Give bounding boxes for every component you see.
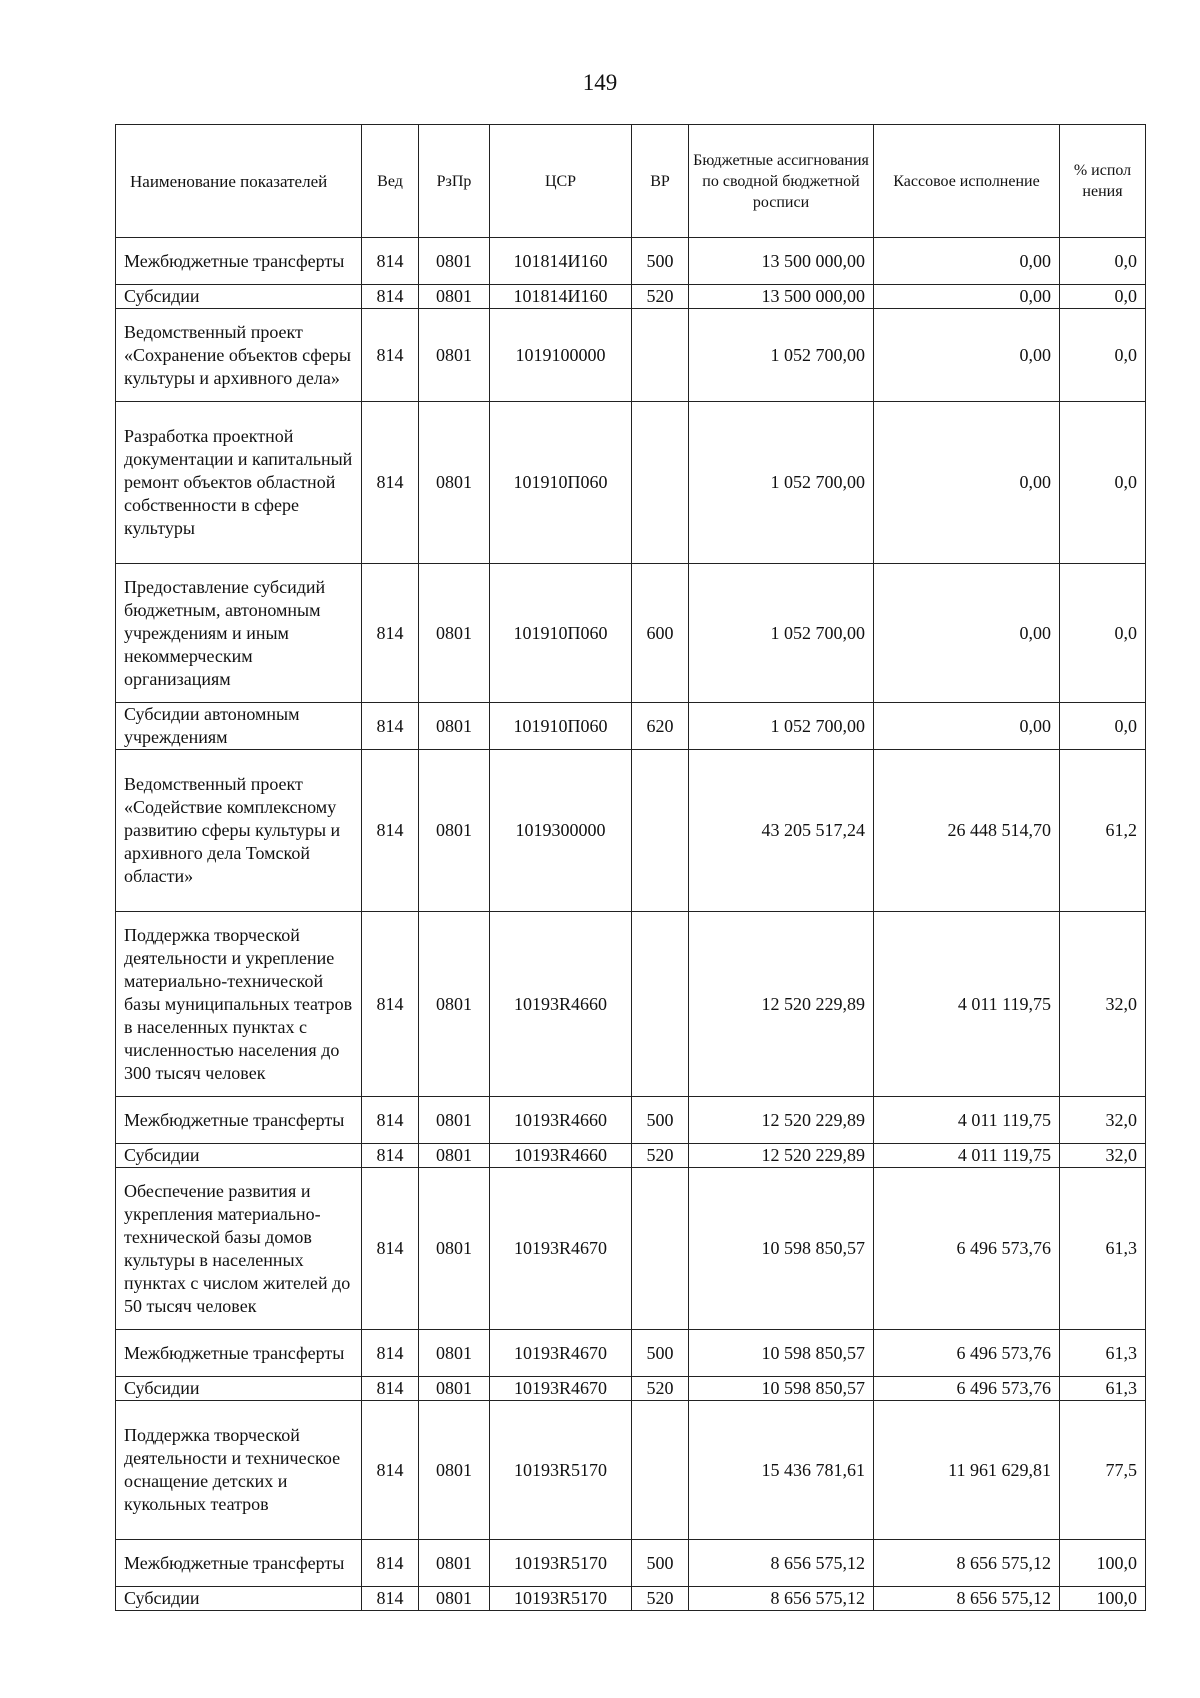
cell-percent: 100,0: [1060, 1540, 1146, 1587]
cell-name: Субсидии: [116, 1587, 362, 1611]
cell-vr: [632, 912, 689, 1097]
cell-vr: [632, 1168, 689, 1330]
cell-percent: 0,0: [1060, 309, 1146, 402]
table-row: [116, 1168, 1146, 1330]
cell-executed: 0,00: [874, 564, 1060, 703]
table-row: [116, 912, 1146, 1097]
cell-csr: 10193R4660: [490, 912, 632, 1097]
cell-csr: 101910П060: [490, 703, 632, 750]
cell-ved: 814: [362, 750, 419, 912]
cell-name: Субсидии автономным учреждениям: [116, 703, 362, 750]
header-name: Наименование показателей: [116, 125, 362, 238]
cell-budget: 12 520 229,89: [689, 912, 874, 1097]
cell-ved: 814: [362, 1540, 419, 1587]
cell-rzpr: 0801: [419, 750, 490, 912]
cell-percent: 0,0: [1060, 402, 1146, 564]
cell-csr: 101910П060: [490, 564, 632, 703]
cell-executed: 8 656 575,12: [874, 1540, 1060, 1587]
cell-name: Межбюджетные трансферты: [116, 238, 362, 285]
cell-name: Предоставление субсидий бюджетным, автономным учреждениям и иным некоммерческим организациям: [116, 564, 362, 703]
cell-vr: 520: [632, 1144, 689, 1168]
cell-percent: 32,0: [1060, 1097, 1146, 1144]
cell-executed: 0,00: [874, 238, 1060, 285]
cell-vr: 520: [632, 1587, 689, 1611]
cell-percent: 32,0: [1060, 912, 1146, 1097]
cell-name: Поддержка творческой деятельности и техническое оснащение детских и кукольных театров: [116, 1401, 362, 1540]
table-row: [116, 1377, 1146, 1401]
cell-name: Субсидии: [116, 1377, 362, 1401]
header-csr: ЦСР: [490, 125, 632, 238]
cell-ved: 814: [362, 564, 419, 703]
cell-budget: 10 598 850,57: [689, 1168, 874, 1330]
cell-executed: 0,00: [874, 703, 1060, 750]
cell-vr: 500: [632, 238, 689, 285]
table-row: [116, 1330, 1146, 1377]
cell-ved: 814: [362, 703, 419, 750]
table-row: [116, 1401, 1146, 1540]
cell-rzpr: 0801: [419, 285, 490, 309]
cell-percent: 0,0: [1060, 285, 1146, 309]
header-rzpr: РзПр: [419, 125, 490, 238]
cell-csr: 1019300000: [490, 750, 632, 912]
cell-budget: 13 500 000,00: [689, 285, 874, 309]
table-row: [116, 1097, 1146, 1144]
cell-executed: 11 961 629,81: [874, 1401, 1060, 1540]
cell-vr: 520: [632, 285, 689, 309]
cell-percent: 0,0: [1060, 703, 1146, 750]
cell-rzpr: 0801: [419, 1168, 490, 1330]
cell-percent: 61,3: [1060, 1330, 1146, 1377]
cell-rzpr: 0801: [419, 1587, 490, 1611]
cell-budget: 1 052 700,00: [689, 402, 874, 564]
cell-percent: 61,3: [1060, 1168, 1146, 1330]
cell-vr: 600: [632, 564, 689, 703]
cell-budget: 10 598 850,57: [689, 1377, 874, 1401]
cell-rzpr: 0801: [419, 1377, 490, 1401]
cell-rzpr: 0801: [419, 238, 490, 285]
cell-ved: 814: [362, 1401, 419, 1540]
cell-budget: 13 500 000,00: [689, 238, 874, 285]
cell-vr: [632, 750, 689, 912]
cell-csr: 10193R4670: [490, 1377, 632, 1401]
cell-csr: 101814И160: [490, 238, 632, 285]
cell-executed: 6 496 573,76: [874, 1377, 1060, 1401]
cell-budget: 12 520 229,89: [689, 1097, 874, 1144]
cell-executed: 4 011 119,75: [874, 912, 1060, 1097]
cell-budget: 1 052 700,00: [689, 703, 874, 750]
cell-ved: 814: [362, 1330, 419, 1377]
cell-executed: 6 496 573,76: [874, 1330, 1060, 1377]
cell-percent: 61,2: [1060, 750, 1146, 912]
header-executed: Кассовое исполнение: [874, 125, 1060, 238]
cell-budget: 15 436 781,61: [689, 1401, 874, 1540]
cell-ved: 814: [362, 1587, 419, 1611]
cell-budget: 43 205 517,24: [689, 750, 874, 912]
cell-percent: 0,0: [1060, 564, 1146, 703]
table-row: [116, 1144, 1146, 1168]
header-vr: ВР: [632, 125, 689, 238]
cell-rzpr: 0801: [419, 1330, 490, 1377]
cell-executed: 6 496 573,76: [874, 1168, 1060, 1330]
header-ved: Вед: [362, 125, 419, 238]
cell-ved: 814: [362, 1144, 419, 1168]
cell-vr: 500: [632, 1330, 689, 1377]
cell-name: Обеспечение развития и укрепления материально-технической базы домов культуры в населенных пунктах с числом жителей до 50 тысяч человек: [116, 1168, 362, 1330]
table-row: [116, 402, 1146, 564]
cell-ved: 814: [362, 1097, 419, 1144]
cell-vr: [632, 402, 689, 564]
cell-csr: 10193R5170: [490, 1587, 632, 1611]
cell-budget: 1 052 700,00: [689, 309, 874, 402]
cell-percent: 100,0: [1060, 1587, 1146, 1611]
cell-ved: 814: [362, 1377, 419, 1401]
table-row: [116, 1540, 1146, 1587]
cell-csr: 101814И160: [490, 285, 632, 309]
cell-name: Межбюджетные трансферты: [116, 1540, 362, 1587]
cell-csr: 1019100000: [490, 309, 632, 402]
cell-rzpr: 0801: [419, 1540, 490, 1587]
cell-percent: 32,0: [1060, 1144, 1146, 1168]
table-header: [116, 125, 1146, 238]
cell-csr: 10193R4660: [490, 1097, 632, 1144]
cell-csr: 10193R4670: [490, 1330, 632, 1377]
cell-name: Разработка проектной документации и капитальный ремонт объектов областной собственности в сфере культуры: [116, 402, 362, 564]
header-percent: % испол нения: [1060, 125, 1146, 238]
cell-ved: 814: [362, 285, 419, 309]
table-row: [116, 1587, 1146, 1611]
page-number: 149: [582, 70, 618, 95]
cell-budget: 8 656 575,12: [689, 1587, 874, 1611]
cell-executed: 0,00: [874, 402, 1060, 564]
cell-vr: [632, 309, 689, 402]
cell-rzpr: 0801: [419, 1401, 490, 1540]
table-body: [116, 238, 1146, 1611]
cell-csr: 10193R5170: [490, 1540, 632, 1587]
cell-name: Субсидии: [116, 1144, 362, 1168]
cell-executed: 4 011 119,75: [874, 1097, 1060, 1144]
budget-table: [115, 124, 1146, 1611]
cell-ved: 814: [362, 1168, 419, 1330]
table-row: [116, 238, 1146, 285]
cell-csr: 10193R4670: [490, 1168, 632, 1330]
cell-name: Ведомственный проект «Содействие комплексному развитию сферы культуры и архивного дела Томской области»: [116, 750, 362, 912]
cell-name: Поддержка творческой деятельности и укрепление материально-технической базы муниципальных театров в населенных пунктах с численностью населения до 300 тысяч человек: [116, 912, 362, 1097]
cell-rzpr: 0801: [419, 703, 490, 750]
cell-name: Ведомственный проект «Сохранение объектов сферы культуры и архивного дела»: [116, 309, 362, 402]
table-row: [116, 750, 1146, 912]
cell-rzpr: 0801: [419, 1097, 490, 1144]
cell-executed: 26 448 514,70: [874, 750, 1060, 912]
cell-percent: 0,0: [1060, 238, 1146, 285]
cell-executed: 8 656 575,12: [874, 1587, 1060, 1611]
cell-percent: 77,5: [1060, 1401, 1146, 1540]
cell-ved: 814: [362, 238, 419, 285]
cell-vr: 520: [632, 1377, 689, 1401]
cell-budget: 8 656 575,12: [689, 1540, 874, 1587]
cell-csr: 10193R4660: [490, 1144, 632, 1168]
cell-rzpr: 0801: [419, 309, 490, 402]
cell-vr: 500: [632, 1540, 689, 1587]
cell-ved: 814: [362, 402, 419, 564]
cell-budget: 1 052 700,00: [689, 564, 874, 703]
cell-rzpr: 0801: [419, 1144, 490, 1168]
cell-rzpr: 0801: [419, 564, 490, 703]
table-row: [116, 703, 1146, 750]
cell-csr: 101910П060: [490, 402, 632, 564]
cell-rzpr: 0801: [419, 912, 490, 1097]
cell-budget: 12 520 229,89: [689, 1144, 874, 1168]
table-row: [116, 285, 1146, 309]
cell-name: Межбюджетные трансферты: [116, 1097, 362, 1144]
cell-name: Межбюджетные трансферты: [116, 1330, 362, 1377]
cell-vr: [632, 1401, 689, 1540]
cell-name: Субсидии: [116, 285, 362, 309]
cell-vr: 620: [632, 703, 689, 750]
cell-executed: 4 011 119,75: [874, 1144, 1060, 1168]
cell-ved: 814: [362, 309, 419, 402]
cell-percent: 61,3: [1060, 1377, 1146, 1401]
header-budget: Бюджетные ассигнования по сводной бюджетной росписи: [689, 125, 874, 238]
cell-csr: 10193R5170: [490, 1401, 632, 1540]
table-row: [116, 309, 1146, 402]
cell-budget: 10 598 850,57: [689, 1330, 874, 1377]
cell-executed: 0,00: [874, 309, 1060, 402]
cell-ved: 814: [362, 912, 419, 1097]
cell-rzpr: 0801: [419, 402, 490, 564]
table-row: [116, 564, 1146, 703]
cell-executed: 0,00: [874, 285, 1060, 309]
cell-vr: 500: [632, 1097, 689, 1144]
